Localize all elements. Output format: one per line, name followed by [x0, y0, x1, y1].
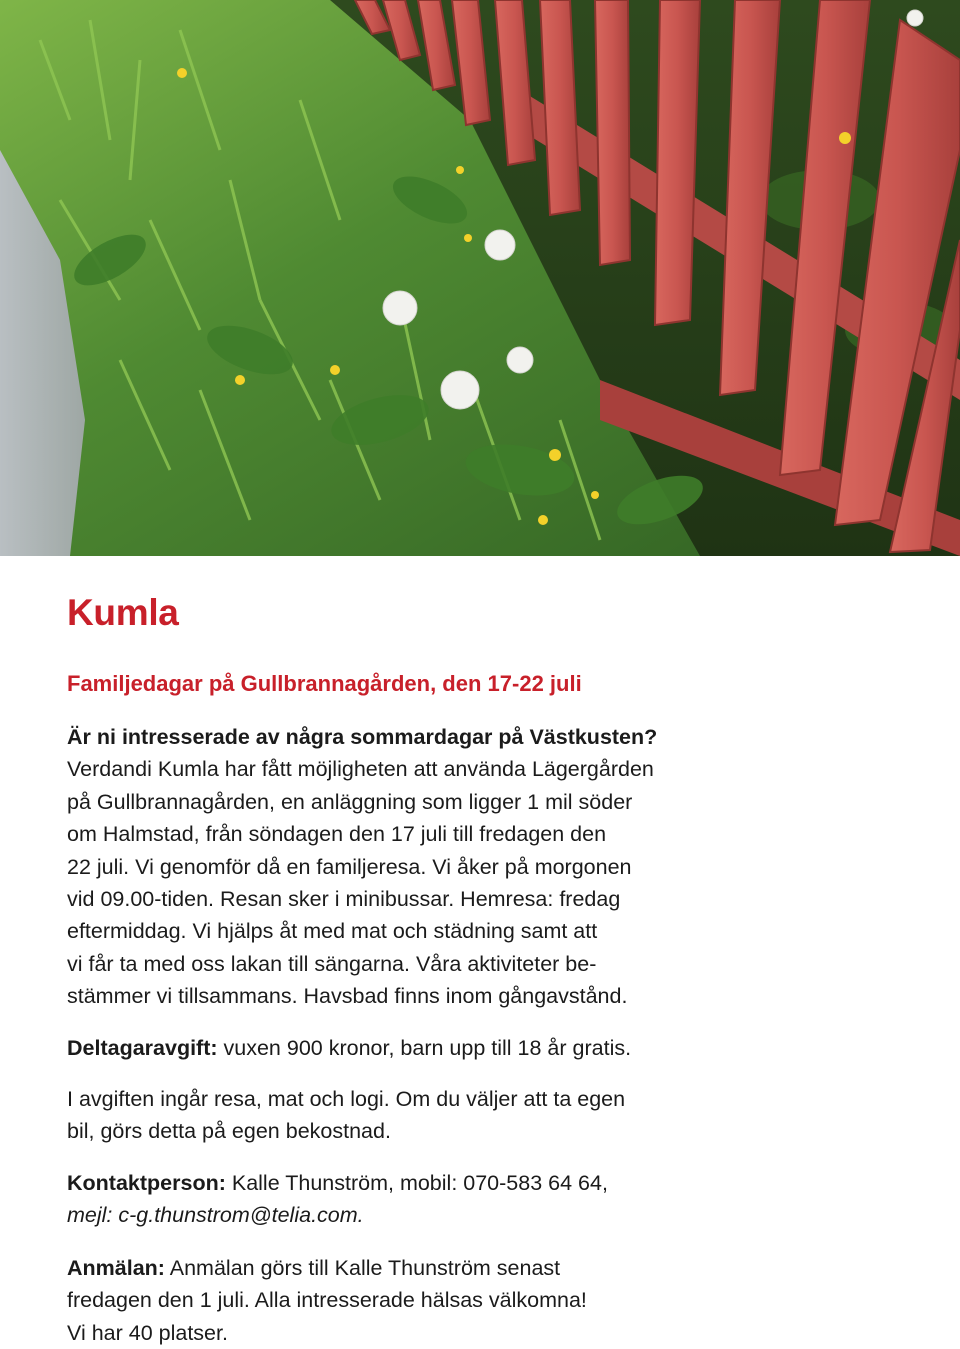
- page-title: Kumla: [67, 592, 179, 633]
- hero-photo-grass-and-fence: [0, 0, 960, 556]
- contact-email[interactable]: mejl: c-g.thunstrom@telia.com.: [67, 1203, 364, 1228]
- included-section: [67, 1083, 927, 1148]
- included-line: bil, görs detta på egen bekostnad.: [67, 1119, 391, 1144]
- intro-line: på Gullbrannagården, en anläggning som ligger 1 mil söder: [67, 789, 633, 814]
- signup-paragraph: [67, 1252, 927, 1284]
- signup-line: fredagen den 1 juli. Alla intresserade hälsas välkomna!: [67, 1288, 587, 1313]
- fee-text: vuxen 900 kronor, barn upp till 18 år gratis.: [217, 1035, 632, 1060]
- signup-section: [67, 1252, 927, 1349]
- contact-label: Kontaktperson:: [67, 1170, 226, 1195]
- included-line: I avgiften ingår resa, mat och logi. Om du väljer att ta egen: [67, 1087, 626, 1112]
- intro-line: om Halmstad, från söndagen den 17 juli till fredagen den: [67, 822, 607, 847]
- article: [67, 588, 927, 1349]
- intro-line: 22 juli. Vi genomför då en familjeresa. Vi åker på morgonen: [67, 854, 632, 879]
- signup-label: Anmälan:: [67, 1255, 165, 1280]
- fee-label: Deltagaravgift:: [67, 1035, 218, 1060]
- intro-line: vi får ta med oss lakan till sängarna. Våra aktiviteter be-: [67, 951, 597, 976]
- fee-paragraph: [67, 1032, 927, 1064]
- contact-section: [67, 1167, 927, 1232]
- event-subtitle: Familjedagar på Gullbrannagården, den 17-22 juli: [67, 671, 582, 696]
- intro-line: stämmer vi tillsammans. Havsbad finns inom gångavstånd.: [67, 984, 628, 1009]
- intro-line: vid 09.00-tiden. Resan sker i minibussar. Hemresa: fredag: [67, 887, 621, 912]
- intro-line: Verdandi Kumla har fått möjligheten att använda Lägergården: [67, 757, 654, 782]
- hero-photo-illustration: [0, 0, 960, 556]
- intro-line: eftermiddag. Vi hjälps åt med mat och städning samt att: [67, 919, 598, 944]
- intro-section: [67, 721, 927, 1013]
- signup-line: Vi har 40 platser.: [67, 1320, 228, 1345]
- signup-text: Anmälan görs till Kalle Thunström senast: [164, 1255, 561, 1280]
- fee-section: [67, 1032, 927, 1064]
- contact-paragraph: [67, 1167, 927, 1199]
- intro-lead: Är ni intresserade av några sommardagar på Västkusten?: [67, 725, 658, 749]
- contact-text: Kalle Thunström, mobil: 070-583 64 64,: [225, 1170, 608, 1195]
